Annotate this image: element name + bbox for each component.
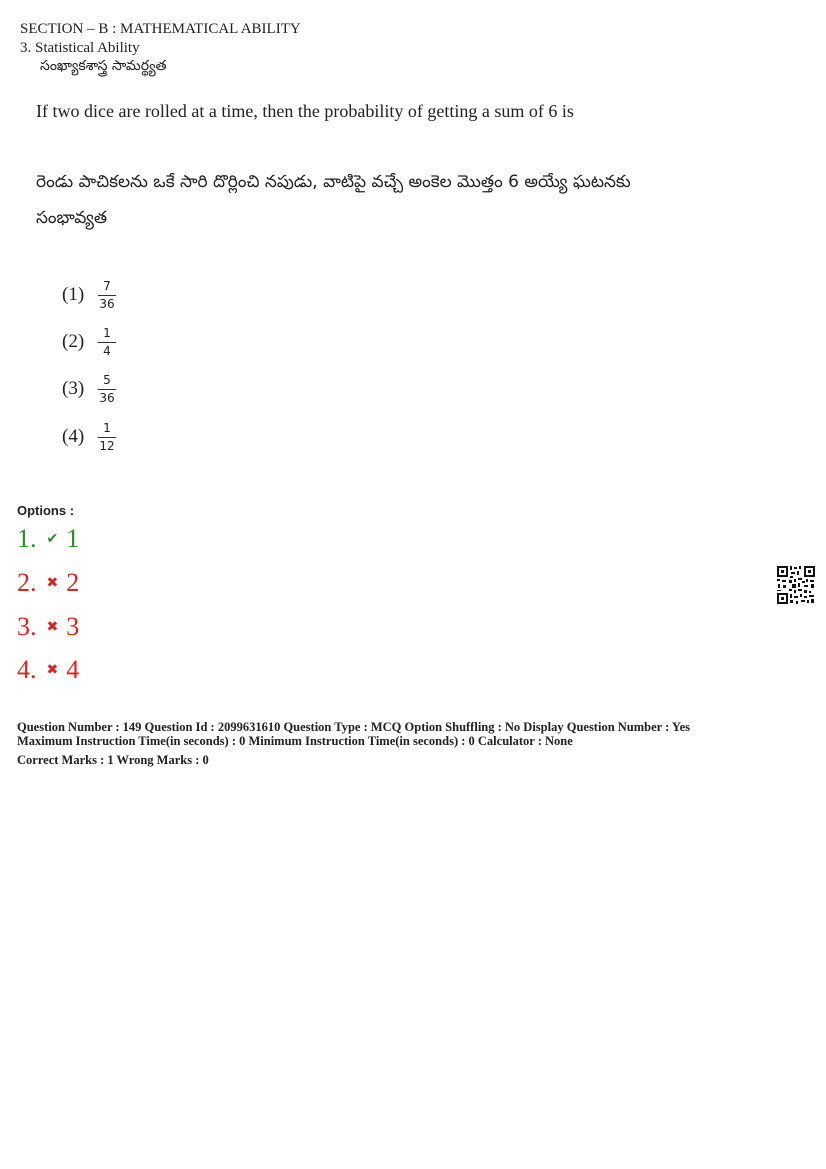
option-number: (3) — [62, 378, 85, 399]
answer-option-1 — [62, 279, 116, 311]
check-icon: ✔ — [46, 531, 59, 547]
question-meta-line2: Maximum Instruction Time(in seconds) : 0 Minimum Instruction Time(in seconds) : 0 Calculator : None — [17, 734, 573, 748]
choice-value: 4 — [66, 655, 80, 684]
fraction-numerator: 5 — [103, 373, 111, 387]
fraction-bar — [98, 437, 116, 438]
question-text-english: If two dice are rolled at a time, then the probability of getting a sum of 6 is — [36, 101, 574, 121]
fraction-numerator: 1 — [103, 421, 111, 435]
question-meta-line3: Correct Marks : 1 Wrong Marks : 0 — [17, 753, 209, 767]
choice-4 — [17, 655, 79, 685]
fraction-denominator: 12 — [99, 439, 115, 453]
choice-number: 4. — [17, 655, 37, 684]
choice-3 — [17, 612, 79, 642]
cross-icon: ✖ — [46, 619, 59, 635]
question-text-telugu-line1: రెండు పాచికలను ఒకే సారి దొర్లించి నపుడు, వాటిపై వచ్చే అంకెల మొత్తం 6 అయ్యే ఘటనకు — [36, 172, 631, 192]
fraction-numerator: 7 — [103, 279, 111, 293]
section-title: SECTION – B : MATHEMATICAL ABILITY — [20, 21, 301, 37]
option-fraction — [98, 279, 116, 311]
answer-option-3 — [62, 373, 116, 405]
fraction-bar — [98, 342, 116, 343]
question-meta-line1: Question Number : 149 Question Id : 2099631610 Question Type : MCQ Option Shuffling : No Display Question Number : Yes — [17, 720, 690, 734]
subsection-title: 3. Statistical Ability — [20, 40, 140, 56]
choice-2 — [17, 568, 79, 598]
fraction-denominator: 36 — [99, 297, 115, 311]
choice-value: 2 — [66, 568, 80, 597]
choice-value: 1 — [66, 524, 80, 553]
cross-icon: ✖ — [46, 662, 59, 678]
option-fraction — [98, 373, 116, 405]
option-number: (1) — [62, 284, 85, 305]
choice-value: 3 — [66, 612, 80, 641]
choice-1 — [17, 524, 79, 554]
cross-icon: ✖ — [46, 575, 59, 591]
answer-option-2 — [62, 326, 116, 358]
options-heading: Options : — [17, 503, 75, 518]
option-fraction — [98, 421, 116, 453]
question-text-telugu-line2: సంభావ్యత — [36, 208, 108, 228]
option-fraction — [98, 326, 116, 358]
option-number: (4) — [62, 426, 85, 447]
choice-number: 2. — [17, 568, 37, 597]
choice-number: 1. — [17, 524, 37, 553]
answer-option-4 — [62, 421, 116, 453]
option-number: (2) — [62, 331, 85, 352]
fraction-bar — [98, 389, 116, 390]
subsection-title-telugu: సంఖ్యాకశాస్త్ర సామర్థ్యత — [40, 58, 167, 74]
fraction-denominator: 4 — [103, 344, 111, 358]
qr-code-icon — [776, 565, 816, 605]
choice-number: 3. — [17, 612, 37, 641]
fraction-bar — [98, 295, 116, 296]
fraction-denominator: 36 — [99, 391, 115, 405]
fraction-numerator: 1 — [103, 326, 111, 340]
